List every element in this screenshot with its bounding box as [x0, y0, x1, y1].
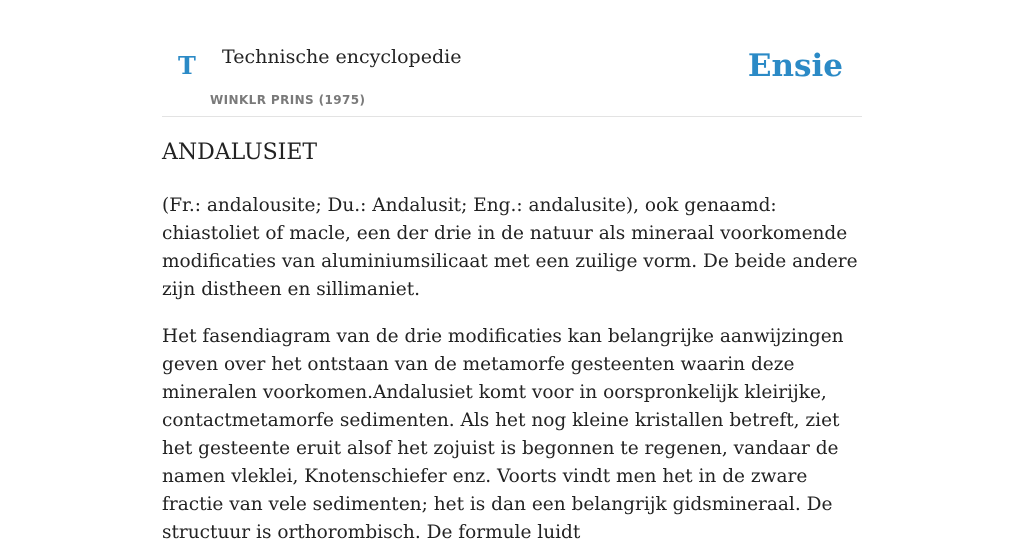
entry-title: ANDALUSIET — [162, 140, 318, 165]
content-container — [162, 0, 862, 543]
book-logo-icon[interactable]: T — [178, 51, 196, 80]
entry-paragraph: (Fr.: andalousite; Du.: Andalusit; Eng.: andalusite), ook genaamd: chiastoliet of macle, een der drie in de natuur als mineraal voorkomende modificaties van aluminiumsilicaat met een zuilige vorm. De beide andere zijn distheen en sillimaniet. — [162, 195, 858, 300]
header — [162, 0, 862, 117]
entry-paragraph: Het fasendiagram van de drie modificaties kan belangrijke aanwijzingen geven over het ontstaan van de metamorfe gesteenten waarin deze mineralen voorkomen.Andalusiet komt voor in oorspronkelijk kleirijke, contactmetamorfe sedimenten. Als het nog kleine kristallen betreft, ziet het gesteente eruit alsof het zojuist is begonnen te regenen, vandaar de namen vleklei, Knotenschiefer enz. Voorts vindt men het in de zware fractie van vele sedimenten; het is dan een belangrijk gidsmineraal. De structuur is orthorombisch. De formule luidt — [162, 326, 844, 543]
book-source: WINKLR PRINS (1975) — [210, 93, 366, 107]
brand-logo[interactable]: Ensie — [747, 48, 843, 84]
book-title[interactable]: Technische encyclopedie — [222, 46, 462, 68]
